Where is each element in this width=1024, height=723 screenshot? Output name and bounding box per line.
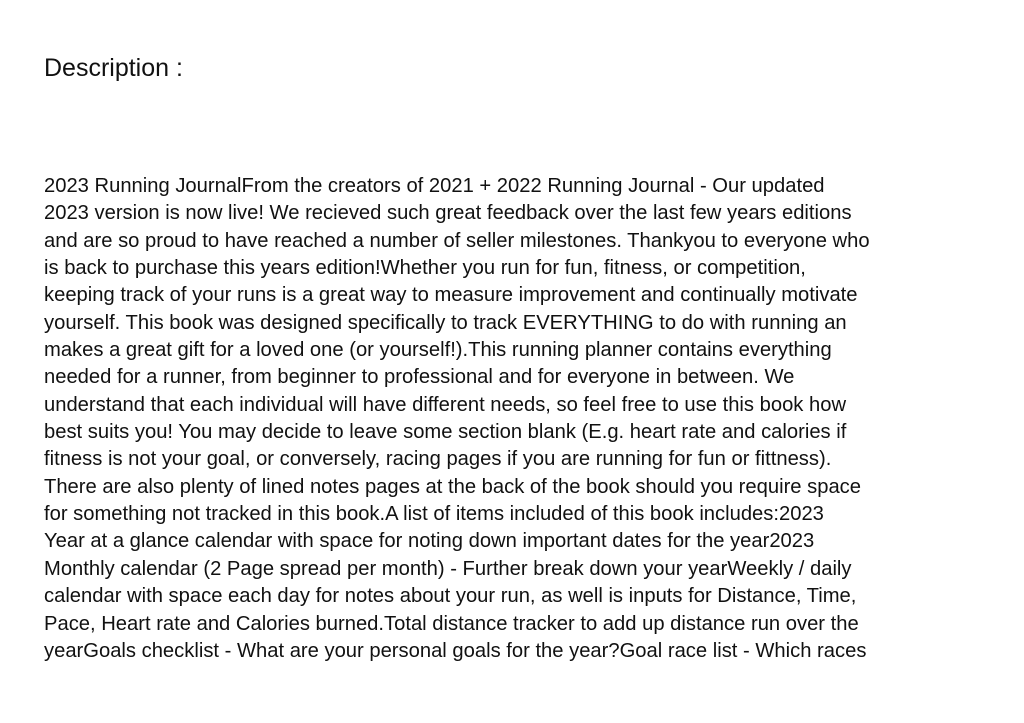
- description-line: Year at a glance calendar with space for noting down important dates for the year2023: [44, 530, 815, 553]
- description-line: 2023 version is now live! We recieved such great feedback over the last few years editions: [44, 202, 852, 225]
- description-body: [44, 173, 1014, 665]
- description-line: is back to purchase this years edition!Whether you run for fun, fitness, or competition,: [44, 257, 806, 280]
- description-line: Monthly calendar (2 Page spread per month) - Further break down your yearWeekly / daily: [44, 557, 852, 580]
- description-line: yearGoals checklist - What are your personal goals for the year?Goal race list - Which races: [44, 639, 867, 662]
- description-line: There are also plenty of lined notes pages at the back of the book should you require space: [44, 475, 862, 498]
- description-line: fitness is not your goal, or conversely, racing pages if you are running for fun or fittness).: [44, 448, 832, 471]
- description-line: makes a great gift for a loved one (or yourself!).This running planner contains everything: [44, 339, 832, 362]
- description-line: for something not tracked in this book.A list of items included of this book includes:2023: [44, 503, 824, 526]
- description-line: 2023 Running JournalFrom the creators of 2021 + 2022 Running Journal - Our updated: [44, 175, 825, 197]
- description-line: calendar with space each day for notes about your run, as well is inputs for Distance, Time,: [44, 585, 857, 608]
- description-line: understand that each individual will have different needs, so feel free to use this book how: [44, 393, 847, 416]
- description-line: yourself. This book was designed specifically to track EVERYTHING to do with running an: [44, 311, 847, 334]
- description-line: needed for a runner, from beginner to professional and for everyone in between. We: [44, 366, 795, 389]
- description-line: Pace, Heart rate and Calories burned.Total distance tracker to add up distance run over the: [44, 612, 859, 635]
- description-line: and are so proud to have reached a number of seller milestones. Thankyou to everyone who: [44, 229, 870, 252]
- description-line: keeping track of your runs is a great way to measure improvement and continually motivate: [44, 284, 858, 307]
- description-heading: Description :: [44, 54, 183, 82]
- description-line: best suits you! You may decide to leave some section blank (E.g. heart rate and calories if: [44, 421, 847, 444]
